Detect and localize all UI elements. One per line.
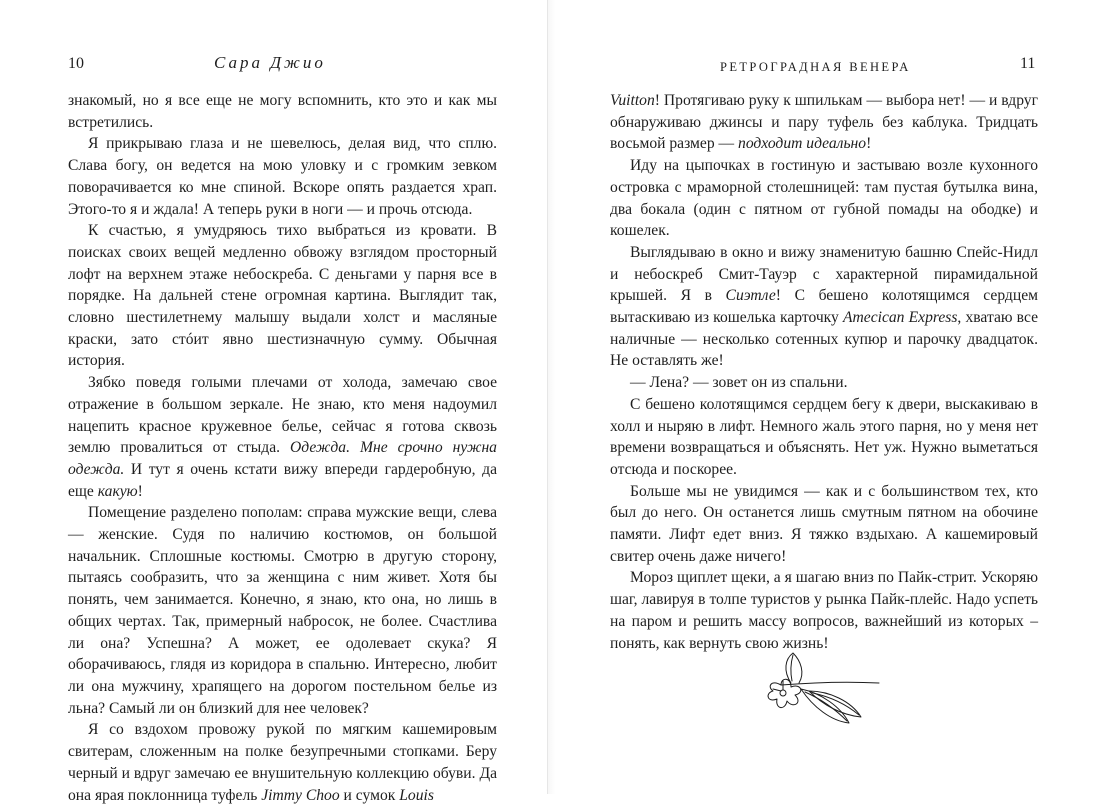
text-run: и сумок [339,786,400,804]
paragraph [610,242,1038,372]
left-page [0,0,548,804]
italic-text: Amecican Express [842,309,958,327]
paragraph [610,394,1038,481]
paragraph [610,567,1038,654]
running-head-author: Сара Джио [214,53,326,72]
text-run: И тут я очень кстати вижу впереди гардеробную, да еще [68,460,497,500]
flower-ornament-icon [761,645,883,735]
paragraph [68,220,497,372]
text-run: ! [137,482,143,500]
text-run: Выглядываю в окно и вижу знаменитую башню Спейс-Нидл и небоскреб Смит-Тауэр с характерной пирамидальной крышей. Я в [610,243,1038,305]
text-run: Зябко поведя голыми плечами от холода, замечаю свое отражение в большом зеркале. Не знаю, кто меня надоумил нацепить красное кружевное белье, сейчас я готова сквозь землю провалиться от стыда. [68,374,497,457]
italic-text: Одежда. Мне срочно нужна одежда. [68,439,497,478]
text-run: Иду на цыпочках в гостиную и застываю возле кухонного островка с мраморной столешницей: там пустая бутылка вина, два бокала (один с пятном от губной помады на ободке) и кошелек. [610,157,1038,240]
paragraph [68,502,497,719]
right-page [548,0,1095,794]
text-run: С бешено колотящимся сердцем бегу к двери, выскакиваю в холл и ныряю в лифт. Немного жаль этого парня, но у меня нет времени возвращаться и объяснять. Нет уж. Нужно выметаться отсюда и поскорее. [610,395,1038,478]
italic-text: Сиэтле [725,287,776,305]
italic-text: какую [97,482,138,500]
italic-text: Jimmy Choo [261,786,340,804]
paragraph [610,90,1038,155]
paragraph [68,372,497,502]
running-head-title: РЕТРОГРАДНАЯ ВЕНЕРА [720,60,911,74]
page-number: 11 [1020,55,1036,72]
text-run: , хватаю все наличные — несколько сотенных купюр и парочку двадцаток. Не оставлять же! [610,309,1038,370]
left-page-body [68,90,497,806]
text-run: К счастью, я умудряюсь тихо выбраться из кровати. В поисках своих вещей медленно обвожу взглядом просторный лофт на верхнем этаже небоскреба. С деньгами у парня все в порядке. На дальней стене огромная картина. Выглядит так, словно шестилетнему малышу выдали холст и масляные краски, зато стóит явно шестизначную сумму. Обычная история. [68,222,497,370]
page-number: 10 [68,55,84,72]
text-run: — Лена? — зовет он из спальни. [630,374,848,392]
italic-text: Vuitton [610,92,655,109]
italic-text: Louis [399,786,434,804]
text-run: Мороз щиплет щеки, а я шагаю вниз по Пайк-стрит. Ускоряю шаг, лавируя в толпе туристов у рынка Пайк-плейс. Надо успеть на паром и решить массу вопросов, важнейший из которых – понять, как вернуть свою жизнь! [610,569,1038,652]
paragraph [68,719,497,806]
paragraph [68,133,497,220]
text-run: Помещение разделено пополам: справа мужские вещи, слева — женские. Судя по наличию костюмов, он большой начальник. Сплошные костюмы. Смотрю в другую сторону, пытаясь сообразить, что за женщина с ним живет. Хотя бы понять, чем занимается. Конечно, я знаю, кто она, но лишь в общих чертах. Так, примерный набросок, не более. Счастлива ли она? Успешна? А может, ее одолевает скука? Я оборачиваюсь, глядя из коридора в спальню. Интересно, любит ли она мужчину, храпящего на дорогом постельном белье из льна? Самый ли он близкий для нее человек? [68,504,497,717]
paragraph [610,481,1038,568]
italic-text: подходит идеально [738,135,867,153]
text-run: Больше мы не увидимся — как и с большинством тех, кто был до него. Он останется лишь смутным пятном на обочине памяти. Лифт едет вниз. Я тяжко вздыхаю. А кашемировый свитер очень даже ничего! [610,482,1038,565]
paragraph [68,90,497,133]
text-run: Я прикрываю глаза и не шевелюсь, делая вид, что сплю. Слава богу, он ведется на мою уловку и с громким зевком поворачивается ко мне спиной. Вскоре опять раздается храп. Этого-то я и ждала! А теперь руки в ноги — и прочь отсюда. [68,135,497,218]
paragraph [610,372,1038,394]
text-run: Я со вздохом провожу рукой по мягким кашемировым свитерам, сложенным на полке безупречными стопками. Беру черный и вдруг замечаю ее внушительную коллекцию обуви. Да она ярая поклонница туфель [68,721,497,804]
text-run: знакомый, но я все еще не могу вспомнить, кто это и как мы встретились. [68,92,497,131]
right-page-body [610,90,1038,654]
text-run: ! Протягиваю руку к шпилькам — выбора нет! — и вдруг обнаруживаю джинсы и пару туфель без каблука. Тридцать восьмой размер — [610,92,1038,153]
paragraph [610,155,1038,242]
text-run: ! [866,135,872,153]
text-run: ! С бешено колотящимся сердцем вытаскиваю из кошелька карточку [610,287,1038,327]
